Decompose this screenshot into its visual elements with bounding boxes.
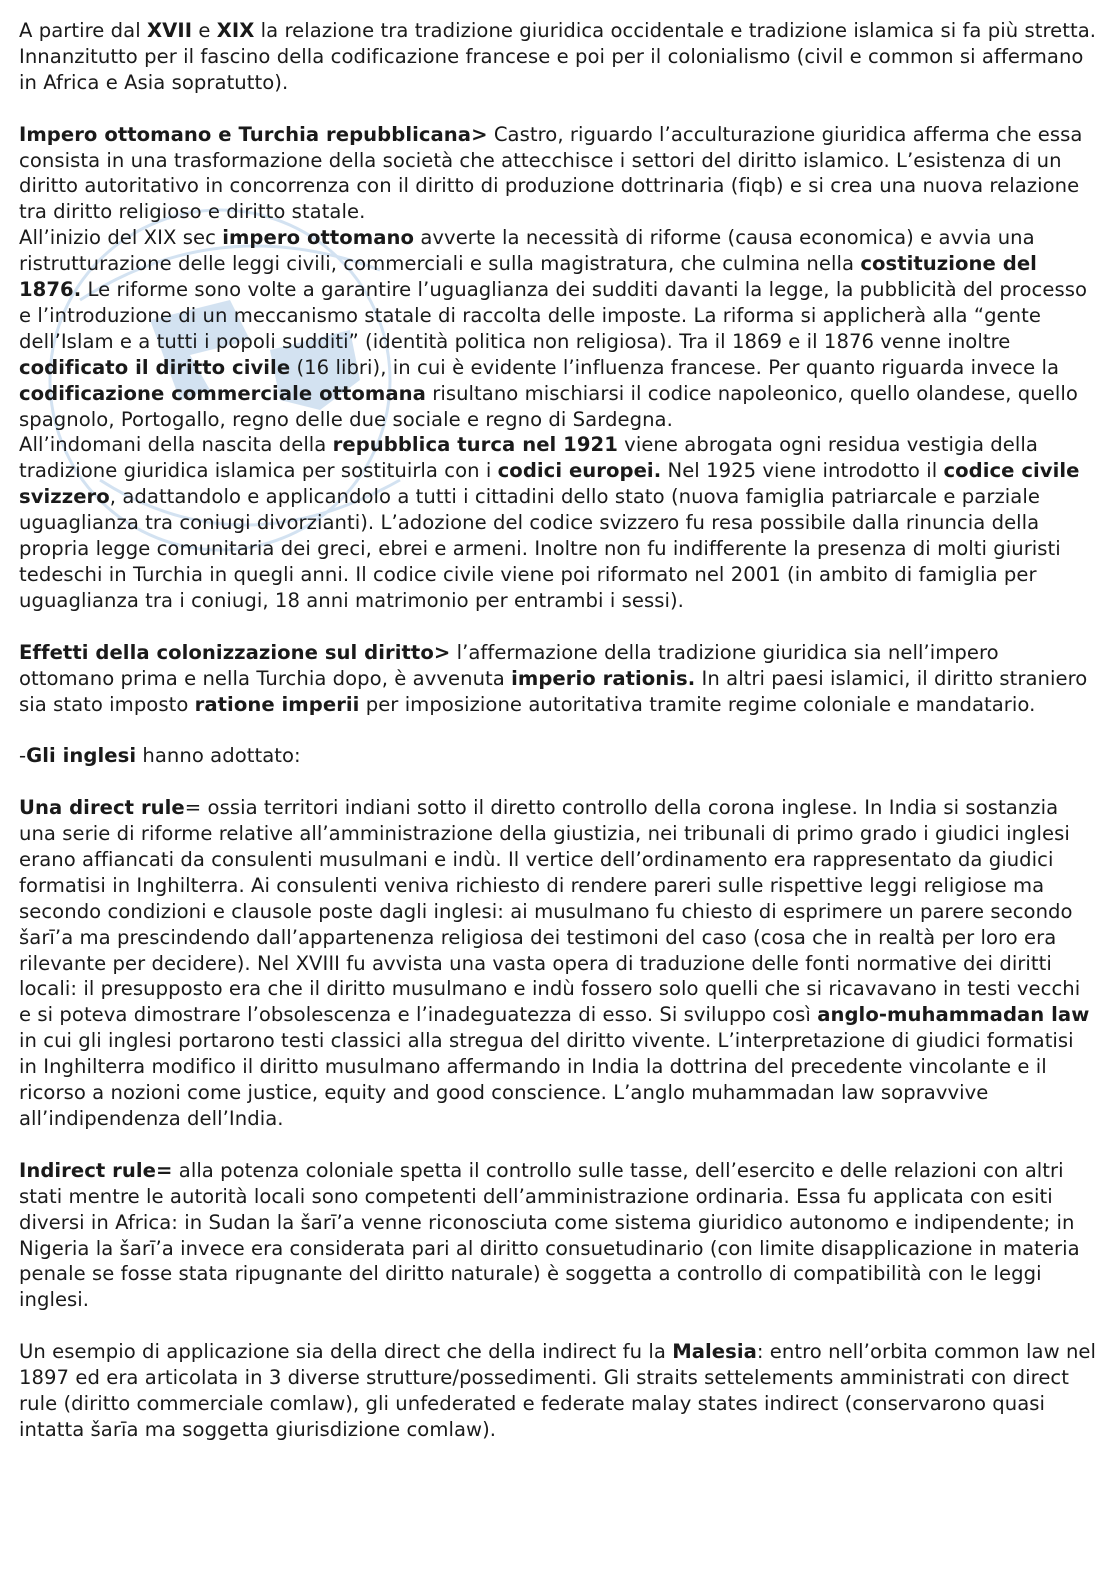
paragraph-4 — [19, 432, 1097, 613]
text-run: Nel 1925 viene introdotto il — [661, 459, 944, 483]
bold-term: Impero ottomano e Turchia repubblicana> — [19, 122, 488, 146]
text-run: risultano mischiarsi il codice napoleonico, quello olandese, quello spagnolo, Portogallo, regno delle due sociale e regno di Sardegna. — [19, 381, 1078, 431]
text-run: A partire dal — [19, 19, 147, 42]
bold-term: XVII — [146, 19, 193, 42]
text-run: , adattandolo e applicandolo a tutti i cittadini dello stato (nuova famiglia patriarcale e parziale uguaglianza tra coniugi divorzianti). L’adozione del codice svizzero fu resa possibile dalla rinuncia della propria legge comunitaria dei greci, ebrei e armeni. Inoltre non fu indifferente la presenza di molti giuristi tedeschi in Turchia in quegli anni. Il codice civile viene poi riformato nel 2001 (in ambito di famiglia per uguaglianza tra i coniugi, 18 anni matrimonio per entrambi i sessi). — [19, 485, 1061, 612]
paragraph-7 — [19, 795, 1097, 1132]
paragraph-5 — [19, 640, 1097, 718]
document-body — [19, 18, 1097, 1443]
bold-term: codici europei. — [497, 459, 662, 483]
text-run: la relazione tra tradizione giuridica occidentale e tradizione islamica si fa più stretta. Innanzitutto per il fascino della codificazione francese e poi per il colonialismo (civil e common si affermano in Africa e Asia sopratutto). — [19, 19, 1097, 94]
paragraph-6 — [19, 743, 1097, 769]
text-run: All’indomani della nascita della — [19, 433, 333, 457]
bold-term: imperio rationis. — [511, 666, 696, 690]
text-run: e — [192, 19, 217, 42]
text-run: Le riforme sono volte a garantire l’uguaglianza dei sudditi davanti la legge, la pubblicità del processo e l’introduzione di un meccanismo statale di raccolta delle imposte. La riforma si applicherà alla “gente dell’Islam e a tutti i popoli sudditi” (identità politica non religiosa). Tra il 1869 e il 1876 venne inoltre — [19, 278, 1087, 353]
text-run: = ossia territori indiani sotto il diretto controllo della corona inglese. In India si sostanzia una serie di riforme relative all’amministrazione della giustizia, nei tribunali di primo grado i giudici inglesi erano affiancati da consulenti musulmani e indù. Il vertice dell’ordinamento era rappresentato da giudici formatisi in Inghilterra. Ai consulenti veniva richiesto di rendere pareri sulle rispettive leggi religiose ma secondo condizioni e clausole poste dagli inglesi: ai musulmano fu chiesto di esprimere un parere secondo šarī’a ma prescindendo dall’appartenenza religiosa dei testimoni del caso (cosa che in realtà per loro era rilevante per decidere). Nel XVIII fu avvista una vasta opera di traduzione delle fonti normative dei diritti locali: il presupposto era che il diritto musulmano e indù fossero solo quelli che si ricavavano in testi vecchi e si poteva dimostrare l’obsolescenza e l’inadeguatezza di esso. Si sviluppo così — [19, 796, 1081, 1027]
text-run: avverte la necessità di riforme (causa economica) e avvia una ristrutturazione delle leggi civili, commerciali e sulla magistratura, che culmina nella — [19, 226, 1035, 276]
text-run: Un esempio di applicazione sia della direct che della indirect fu la — [19, 1340, 673, 1364]
bold-term: Malesia — [672, 1340, 757, 1364]
bold-term: anglo-muhammadan law — [817, 1003, 1090, 1027]
bold-term: codificazione commerciale ottomana — [19, 381, 426, 405]
text-run: viene abrogata ogni residua vestigia della tradizione giuridica islamica per sostituirla con i — [19, 433, 1038, 483]
text-run: : entro nell’orbita common law nel 1897 ed era articolata in 3 diverse strutture/possedimenti. Gli straits settelements amministrati con direct rule (diritto commerciale comlaw), gli unfederated e federate malay states indirect (conservarono quasi intatta šarīa ma soggetta giurisdizione comlaw). — [19, 1340, 1097, 1441]
text-run: in cui gli inglesi portarono testi classici alla stregua del diritto vivente. L’interpretazione di giudici formatisi in Inghilterra modifico il diritto musulmano affermando in India la dottrina del precedente vincolante e il ricorso a nozioni come justice, equity and good conscience. L’anglo muhammadan law sopravvive all’indipendenza dell’India. — [19, 1029, 1074, 1130]
bold-term: XIX — [216, 19, 255, 42]
bold-term: Effetti della colonizzazione sul diritto> — [19, 640, 451, 664]
bold-term: codificato il diritto civile — [19, 355, 291, 379]
bold-term: codice civile svizzero — [19, 459, 1080, 509]
text-run: (16 libri), in cui è evidente l’influenza francese. Per quanto riguarda invece la — [290, 355, 1060, 379]
paragraph-2 — [19, 122, 1097, 226]
paragraph-3 — [19, 225, 1097, 432]
text-run: Castro, riguardo l’acculturazione giuridica afferma che essa consista in una trasformazione della società che attecchisce i settori del diritto islamico. L’esistenza di un diritto autoritativo in concorrenza con il diritto di produzione dottrinaria (fiqb) e si crea una nuova relazione tra diritto religioso e diritto statale. — [19, 122, 1083, 224]
text-run: In altri paesi islamici, il diritto straniero sia stato imposto — [19, 666, 1088, 716]
bold-term: Una direct rule — [19, 796, 185, 820]
bold-term: repubblica turca nel 1921 — [332, 433, 618, 457]
bold-term: ratione imperii — [194, 692, 360, 716]
text-run: per imposizione autoritativa tramite regime coloniale e mandatario. — [359, 692, 1036, 716]
text-run: l’affermazione della tradizione giuridica sia nell’impero ottomano prima e nella Turchia dopo, è avvenuta — [19, 640, 999, 690]
paragraph-9 — [19, 1339, 1097, 1443]
paragraph-8 — [19, 1158, 1097, 1313]
bold-term: costituzione del 1876. — [19, 252, 1037, 302]
paragraph-1 — [19, 18, 1097, 96]
text-run: All’inizio del XIX sec — [19, 226, 223, 250]
bold-term: impero ottomano — [222, 226, 415, 250]
text-run: hanno adottato: — [136, 744, 301, 768]
bold-term: Gli inglesi — [26, 744, 137, 768]
text-run: - — [19, 744, 27, 768]
text-run: alla potenza coloniale spetta il controllo sulle tasse, dell’esercito e delle relazioni con altri stati mentre le autorità locali sono competenti dell’amministrazione ordinaria. Essa fu applicata con esiti diversi in Africa: in Sudan la šarī’a venne riconosciuta come sistema giuridico autonomo e indipendente; in Nigeria la šarī’a invece era considerata pari al diritto consuetudinario (con limite disapplicazione in materia penale se fosse stata ripugnante del diritto naturale) è soggetta a controllo di compatibilità con le leggi inglesi. — [19, 1158, 1080, 1312]
bold-term: Indirect rule= — [19, 1158, 173, 1182]
